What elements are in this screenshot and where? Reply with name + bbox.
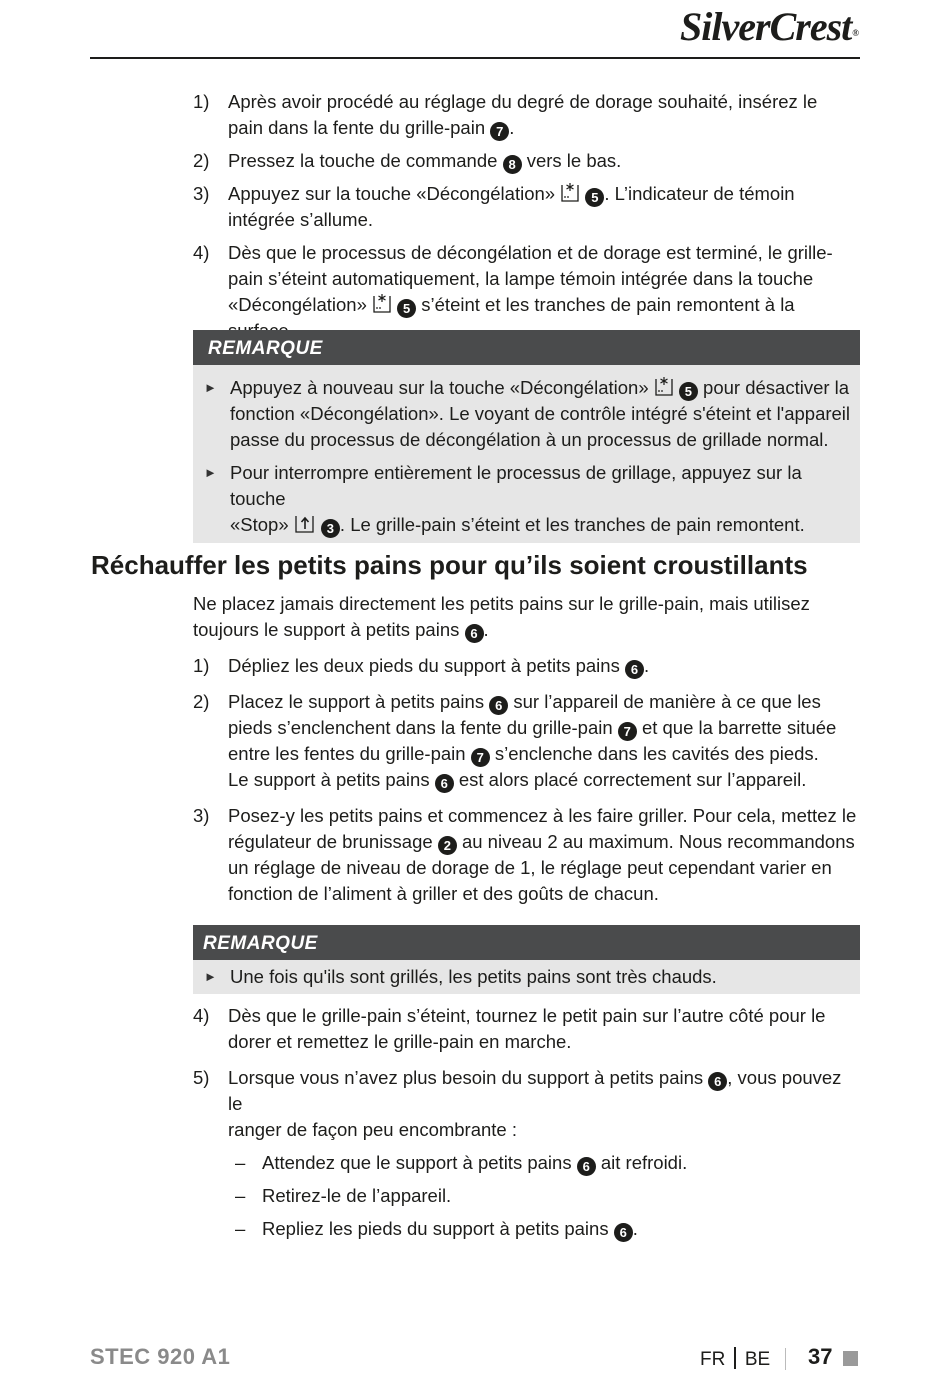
top-steps	[193, 89, 860, 344]
step-3: 3) Appuyez sur la touche «Décongélation» 5 . L’indicateur de témoin intégrée s’allume.	[193, 183, 795, 230]
ref-badge: 6	[625, 660, 644, 679]
step-2: 2) Placez le support à petits pains 6 sur l’appareil de manière à ce que les pieds s’enclenchent dans la fente du grille-pain 7 et que la barrette située entre les fentes du grille-pain 7 s’enclenche dans les cavités des pieds. Le support à petits pains 6 est alors placé correctement sur l’appareil.	[193, 691, 837, 791]
page-number: 37	[808, 1344, 833, 1369]
footer-divider	[785, 1348, 786, 1370]
ref-badge: 8	[503, 155, 522, 174]
defrost-icon	[654, 375, 674, 397]
brand-logo: SilverCrest®	[680, 4, 858, 49]
note-box-2	[193, 925, 860, 994]
ref-badge: 7	[618, 722, 637, 741]
final-steps	[193, 1003, 860, 1242]
ref-badge: 6	[614, 1223, 633, 1242]
step-4: 4) Dès que le processus de décongélation et de dorage est terminé, le grille- pain s’éteint automatiquement, la lampe témoin intégrée dans la touche «Décongélation» 5 s’éteint et les tranches de pain remontent à la	[193, 242, 833, 316]
stop-icon	[294, 512, 316, 534]
page-square-icon	[843, 1351, 858, 1366]
step-4: 4) Dès que le grille-pain s’éteint, tournez le petit pain sur l’autre côté pour le dorer et remettez le grille-pain en marche.	[193, 1005, 826, 1052]
note-title: REMARQUE	[193, 925, 860, 960]
ref-badge: 7	[471, 748, 490, 767]
header-rule	[90, 57, 860, 59]
intro-paragraph: Ne placez jamais directement les petits pains sur le grille-pain, mais utilisez toujours le support à petits pains 6 .	[193, 593, 810, 641]
ref-badge: 6	[465, 624, 484, 643]
ref-badge: 6	[489, 696, 508, 715]
triangle-right-icon: ►	[204, 969, 217, 984]
ref-badge: 7	[490, 122, 509, 141]
note-title: REMARQUE	[193, 330, 860, 365]
step-3: 3) Posez-y les petits pains et commencez à les faire griller. Pour cela, mettez le régulateur de brunissage 2 au niveau 2 au maximum. Nous recommandons un réglage de niveau de dorage de 1, le réglage peut cependant varier en fonction de l’aliment à griller et des goûts de chacun.	[193, 805, 857, 904]
ref-badge: 6	[708, 1072, 727, 1091]
note-body	[193, 960, 860, 994]
note-item: ► Pour interrompre entièrement le processus de grillage, appuyez sur la touche «Stop» 3 . Le grille-pain s’éteint et les tranches de pain remontent.	[204, 462, 805, 536]
ref-badge: 5	[397, 299, 416, 318]
triangle-right-icon: ►	[204, 380, 217, 395]
ref-badge: 6	[435, 774, 454, 793]
sub-item: – Repliez les pieds du support à petits pains 6 .	[235, 1218, 638, 1240]
ref-badge: 5	[585, 188, 604, 207]
note-item: ► Une fois qu'ils sont grillés, les petits pains sont très chauds.	[193, 964, 852, 990]
ref-badge: 5	[679, 382, 698, 401]
triangle-right-icon: ►	[204, 465, 217, 480]
ref-badge: 3	[321, 519, 340, 538]
note-body	[193, 365, 860, 543]
note-item: ► Appuyez à nouveau sur la touche «Décongélation» 5 pour désactiver la fonction «Décongélation». Le voyant de contrôle intégré s'éteint et l'appareil passe du processus de décongélation à un processus de grillade normal.	[204, 377, 851, 450]
sub-item: – Retirez-le de l’appareil.	[235, 1185, 452, 1206]
step-2: 2) Pressez la touche de commande 8 vers le bas.	[193, 150, 622, 172]
step-1: 1) Dépliez les deux pieds du support à petits pains 6 .	[193, 655, 650, 677]
section-title: Réchauffer les petits pains pour qu’ils soient croustillants	[91, 550, 808, 580]
footer-language: FR BE	[700, 1349, 771, 1370]
section-body	[193, 591, 860, 907]
footer-model: STEC 920 A1	[90, 1344, 231, 1369]
ref-badge: 6	[577, 1157, 596, 1176]
ref-badge: 2	[438, 836, 457, 855]
sub-item: – Attendez que le support à petits pains 6 ait refroidi.	[235, 1152, 688, 1174]
defrost-icon	[560, 181, 580, 203]
note-box-1	[193, 330, 860, 543]
step-5: 5) Lorsque vous n’avez plus besoin du support à petits pains 6 , vous pouvez le ranger de façon peu encombrante :	[193, 1067, 842, 1140]
step-1: 1) Après avoir procédé au réglage du degré de dorage souhaité, insérez le pain dans la fente du grille-pain 7 .	[193, 91, 818, 139]
defrost-icon	[372, 292, 392, 314]
